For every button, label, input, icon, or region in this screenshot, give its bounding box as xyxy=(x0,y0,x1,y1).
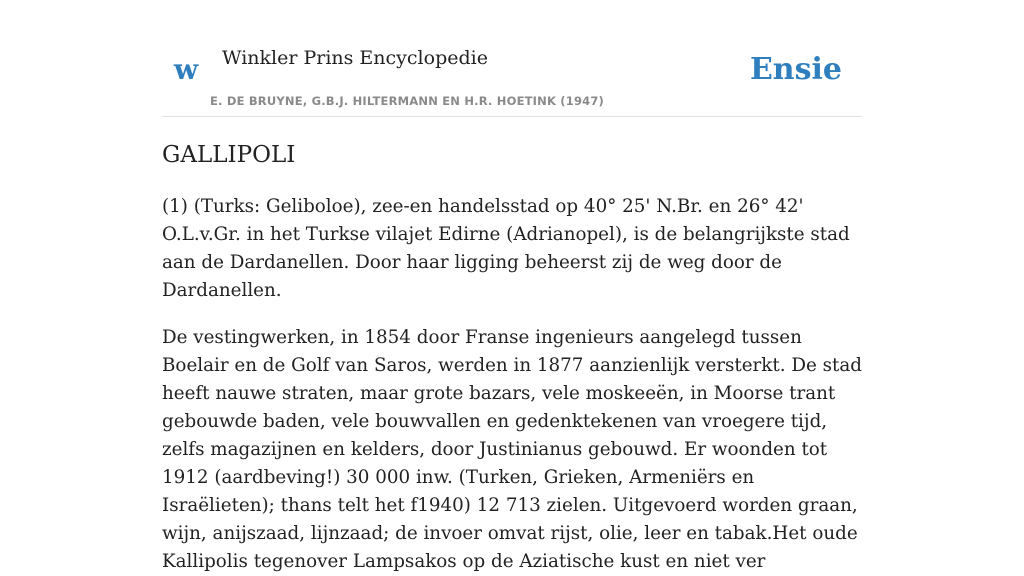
winkler-prins-logo[interactable]: w xyxy=(174,53,199,86)
article-paragraph: (1) (Turks: Geliboloe), zee-en handelsstad op 40° 25' N.Br. en 26° 42' O.L.v.Gr. in het Turkse vilajet Edirne (Adrianopel), is de belangrijkste stad aan de Dardanellen. Door haar ligging beheerst zij de weg door de Dardanellen. xyxy=(162,196,850,301)
ensie-logo[interactable]: Ensie xyxy=(749,52,842,87)
encyclopedia-title[interactable]: Winkler Prins Encyclopedie xyxy=(222,47,488,69)
article-title: GALLIPOLI xyxy=(162,142,296,168)
page-header xyxy=(162,40,862,117)
encyclopedia-authors: E. DE BRUYNE, G.B.J. HILTERMANN EN H.R. HOETINK (1947) xyxy=(210,94,605,108)
article-body xyxy=(162,136,862,576)
article-paragraph: De vestingwerken, in 1854 door Franse ingenieurs aangelegd tussen Boelair en de Golf van Saros, werden in 1877 aanzienlijk versterkt. De stad heeft nauwe straten, maar grote bazars, vele moskeeën, in Moorse trant gebouwde baden, vele bouwvallen en gedenktekenen van vroegere tijd, zelfs magazijnen en kelders, door Justinianus gebouwd. Er woonden tot 1912 (aardbeving!) 30 000 inw. (Turken, Grieken, Armeniërs en Israëlieten); thans telt het f1940) 12 713 zielen. Uitgevoerd worden graan, wijn, anijszaad, lijnzaad; de invoer omvat rijst, olie, leer en tabak.Het oude Kallipolis tegenover Lampsakos op de Aziatische kust en niet ver xyxy=(162,327,862,572)
